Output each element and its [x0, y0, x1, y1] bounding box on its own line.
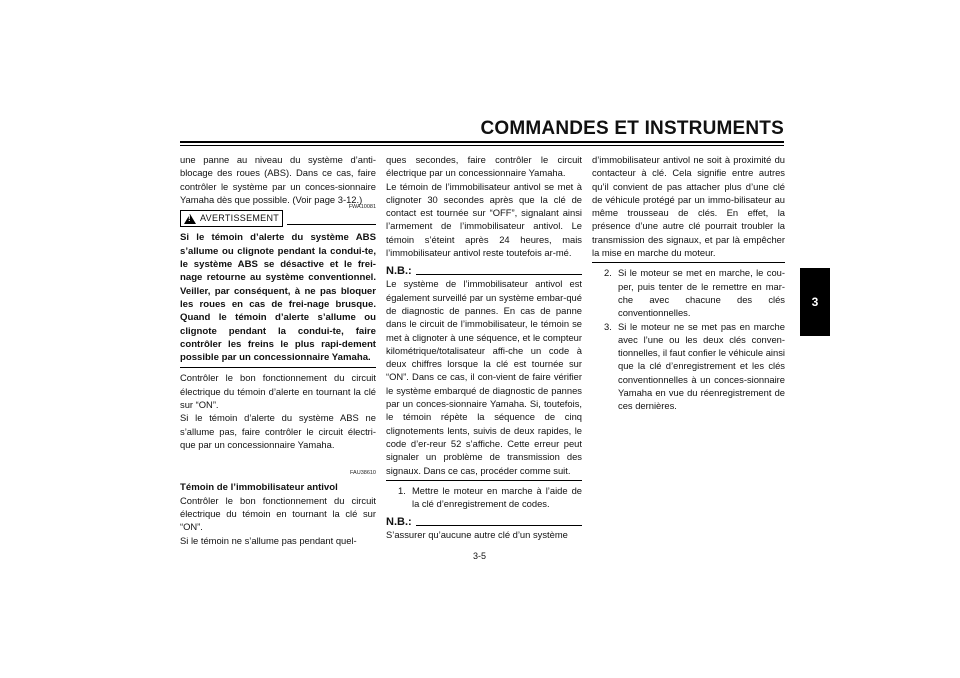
list-text: Si le moteur ne se met pas en marche avec l’une ou les deux clés conven-tionnelles, il faut confier le véhicule ainsi que la clé d’enregistrement et les clés conventionnelles à un conces-sionnaire Yamaha en vue du réenregistrement de ces dernières.	[618, 320, 785, 412]
note-label: N.B.:	[386, 265, 412, 278]
column-right	[592, 153, 785, 413]
warning-header	[180, 204, 376, 227]
chapter-tab: 3	[800, 268, 830, 336]
page-number: 3-5	[473, 551, 487, 561]
section-code: FAU38610	[350, 470, 376, 477]
list-text: Mettre le moteur en marche à l’aide de la clé d’enregistrement de codes.	[412, 484, 582, 510]
list-number: 3.	[604, 320, 612, 332]
warning-text: Si le témoin d’alerte du système ABS s’allume ou clignote pendant la condui-te, le système ABS se désactive et le frei-nage retourne au système conventionnel. Veiller, par conséquent, à ne pas bloquer les roues en cas de frei-nage brusque. Quand le témoin d’alerte s’allume ou clignote pendant la condui-te, faire contrôler les freins le plus rapi-dement possible par un concessionnaire Yamaha.	[180, 232, 376, 364]
note-rule	[416, 525, 582, 526]
note-header	[386, 516, 582, 528]
list-number: 2.	[604, 267, 612, 279]
note-text: S’assurer qu’aucune autre clé d’un système	[386, 529, 568, 541]
list-number: 1.	[398, 484, 406, 496]
warning-label: AVERTISSEMENT	[200, 213, 280, 224]
note-rule	[416, 274, 582, 275]
paragraph: Le témoin de l’immobilisateur antivol se met à clignoter 30 secondes après que la clé de contact est tournée sur “OFF”, signalant ainsi l’armement de l’immobilisateur antivol. Le témoin s’éteint après 24 heures, mais l’immobilisateur antivol reste toutefois ar-mé.	[386, 180, 582, 259]
paragraph: Si le témoin d’alerte du système ABS ne s’allume pas, faire contrôler le circuit électri-que par un concessionnaire Yamaha.	[180, 412, 376, 450]
column-left	[180, 153, 376, 547]
note-header	[386, 265, 582, 277]
paragraph: Si le témoin ne s’allume pas pendant quel-	[180, 534, 357, 546]
header-rule	[180, 141, 784, 143]
page-title: COMMANDES ET INSTRUMENTS	[480, 118, 784, 139]
note-text: Le système de l’immobilisateur antivol est également surveillé par un système embar-qué de diagnostic de pannes. En cas de panne dans le circuit de l’immobilisateur, le témoin se met à clignoter à une séquence, et le compteur kilométrique/totalisateur affi-che un code à deux chiffres lorsque la clé est tournée sur “ON”. Dans ce cas, il con-vient de faire vérifier le système embarqué de diagnostic de pannes par un conces-sionnaire Yamaha. Si, toutefois, le témoin répète la séquence de cinq clignotements lents, suivis de deux rapides, le code d’er-reur 52 s’affiche. Cette erreur peut signaler un problème de transmission des signaux. Dans ce cas, procéder comme suit.	[386, 278, 582, 476]
list-text: Si le moteur se met en marche, le cou-per, puis tenter de le remettre en mar-che avec chacune des clés conventionnelles.	[618, 267, 785, 319]
list-item	[592, 266, 785, 319]
list-item	[592, 320, 785, 413]
paragraph: Contrôler le bon fonctionnement du circuit électrique du témoin en tournant la clé sur “ON”.	[180, 494, 376, 533]
header-rule-thin	[180, 145, 784, 146]
note-end-rule	[386, 480, 582, 481]
warning-triangle-icon	[184, 214, 196, 224]
warning-end-rule	[180, 367, 376, 368]
section-title: Témoin de l’immobilisateur antivol	[180, 481, 338, 493]
note-label: N.B.:	[386, 516, 412, 529]
paragraph: d’immobilisateur antivol ne soit à proximité du contacteur à clé. Cela signifie entre autres qu’il convient de pas attacher plus d’une clé de véhicule protégé par un immo-bilisateur au même trousseau de clés. En effet, la présence d’une autre clé pourrait troubler la transmission des signaux, et par là empêcher la mise en marche du moteur.	[592, 154, 785, 259]
paragraph: Contrôler le bon fonctionnement du circuit électrique du témoin d’alerte en tournant la clé sur “ON”.	[180, 372, 376, 411]
warning-badge	[180, 210, 283, 227]
column-middle	[386, 153, 582, 542]
list-item	[386, 484, 582, 511]
paragraph: une panne au niveau du système d’anti-blocage des roues (ABS). Dans ce cas, faire contrôler le système par un conces-sionnaire Yamaha dès que possible. (Voir page 3-12.)	[180, 154, 376, 205]
warning-rule	[287, 224, 376, 225]
paragraph: ques secondes, faire contrôler le circuit électrique par un concessionnaire Yamaha.	[386, 154, 582, 179]
note-end-rule	[592, 262, 785, 263]
warning-code: FWA10081	[348, 204, 376, 211]
